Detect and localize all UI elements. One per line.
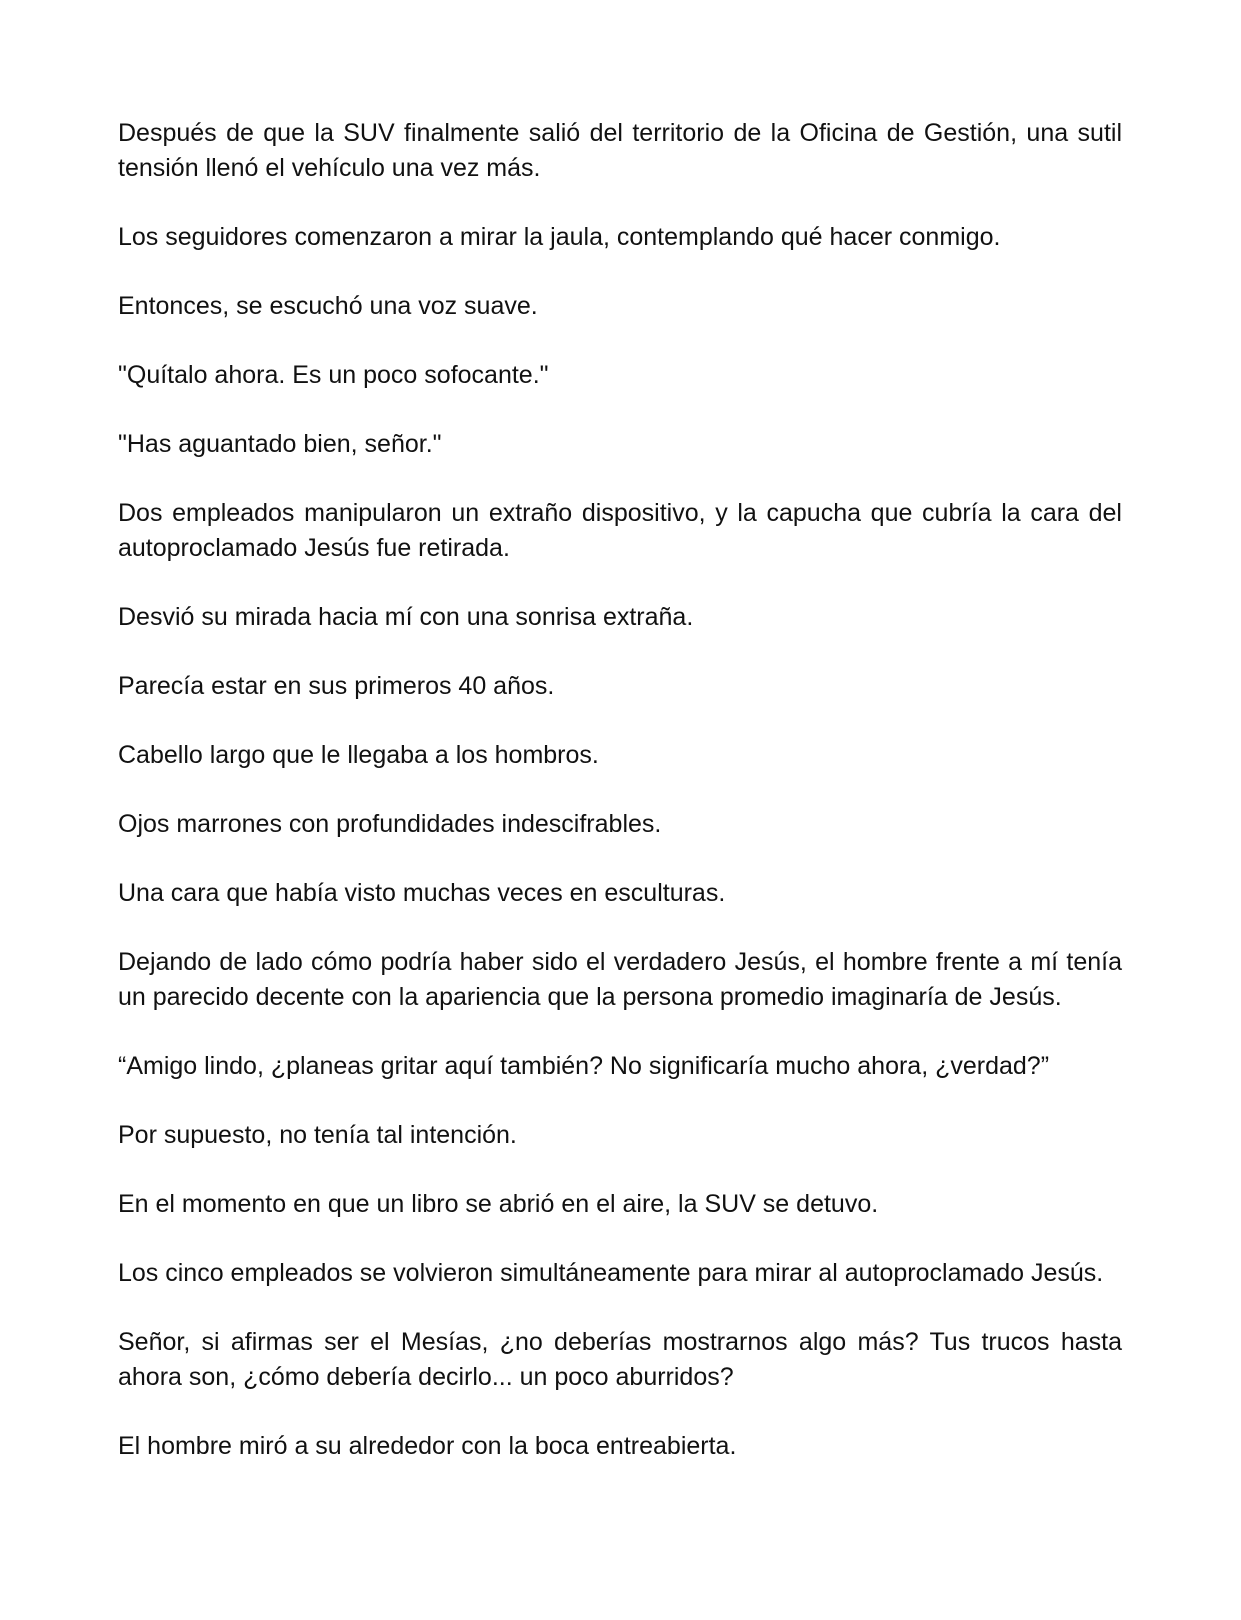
- paragraph: Señor, si afirmas ser el Mesías, ¿no deberías mostrarnos algo más? Tus trucos hasta ahora son, ¿cómo debería decirlo... un poco aburridos?: [118, 1328, 1122, 1391]
- paragraph: Los seguidores comenzaron a mirar la jaula, contemplando qué hacer conmigo.: [118, 223, 1001, 251]
- paragraph: Dos empleados manipularon un extraño dispositivo, y la capucha que cubría la cara del autoproclamado Jesús fue retirada.: [118, 499, 1122, 562]
- paragraph: Por supuesto, no tenía tal intención.: [118, 1121, 517, 1149]
- paragraph: Una cara que había visto muchas veces en esculturas.: [118, 879, 726, 907]
- paragraph: Entonces, se escuchó una voz suave.: [118, 292, 538, 320]
- paragraph: Cabello largo que le llegaba a los hombros.: [118, 741, 599, 769]
- paragraph: Ojos marrones con profundidades indescifrables.: [118, 810, 662, 838]
- paragraph: Parecía estar en sus primeros 40 años.: [118, 672, 555, 700]
- paragraph: Después de que la SUV finalmente salió del territorio de la Oficina de Gestión, una sutil tensión llenó el vehículo una vez más.: [118, 119, 1122, 182]
- paragraph: "Quítalo ahora. Es un poco sofocante.": [118, 361, 549, 389]
- paragraph: “Amigo lindo, ¿planeas gritar aquí también? No significaría mucho ahora, ¿verdad?”: [118, 1052, 1050, 1080]
- paragraph: Los cinco empleados se volvieron simultáneamente para mirar al autoproclamado Jesús.: [118, 1259, 1104, 1287]
- paragraph: El hombre miró a su alrededor con la boca entreabierta.: [118, 1432, 737, 1460]
- paragraph: En el momento en que un libro se abrió en el aire, la SUV se detuvo.: [118, 1190, 879, 1218]
- paragraph: Dejando de lado cómo podría haber sido el verdadero Jesús, el hombre frente a mí tenía un parecido decente con la apariencia que la persona promedio imaginaría de Jesús.: [118, 948, 1122, 1011]
- paragraph: Desvió su mirada hacia mí con una sonrisa extraña.: [118, 603, 694, 631]
- paragraph: "Has aguantado bien, señor.": [118, 430, 442, 458]
- document-body: [118, 116, 1122, 1498]
